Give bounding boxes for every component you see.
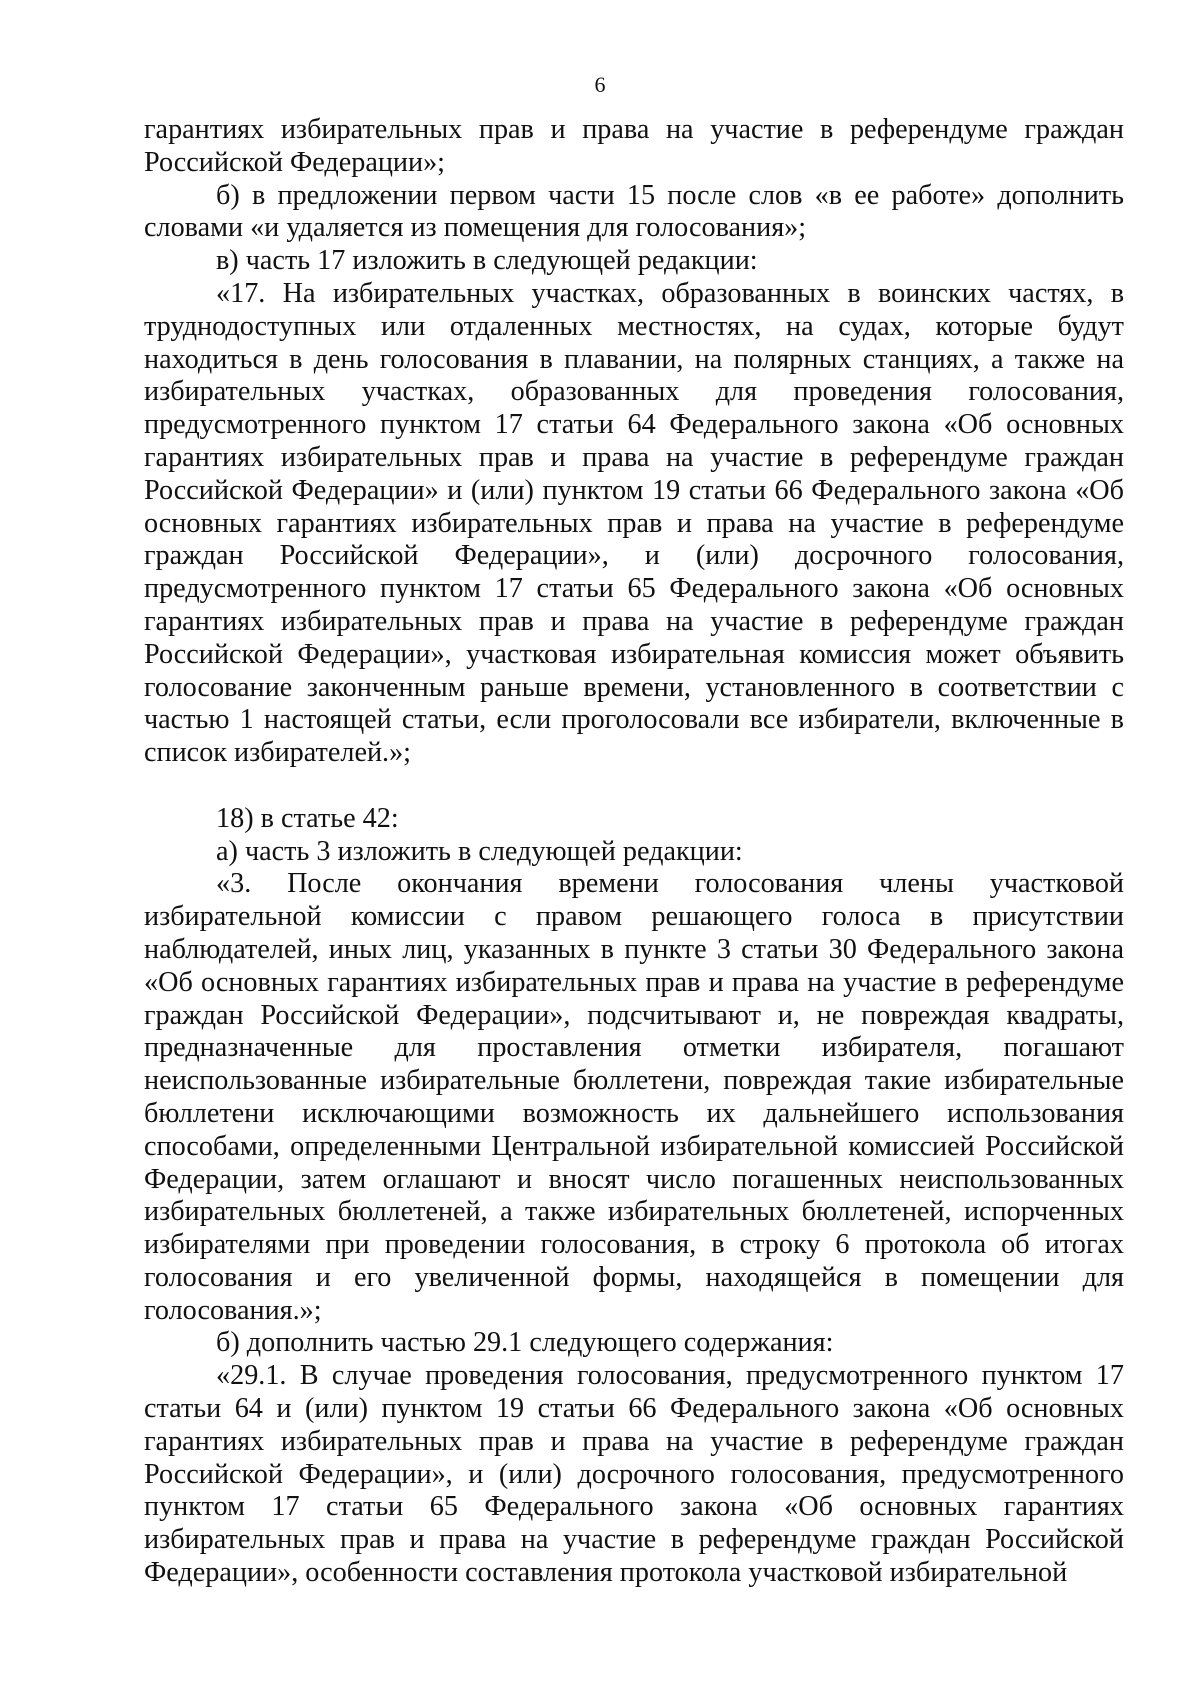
document-body (144, 114, 1124, 1590)
paragraph-part29-1-text: «29.1. В случае проведения голосования, предусмотренного пунктом 17 статьи 64 и (или) пунктом 19 статьи 66 Федерального закона «Об основных гарантиях избирательных прав и права на участие в референдуме граждан Российской Федерации», и (или) досрочного голосования, предусмотренного пунктом 17 статьи 65 Федерального закона «Об основных гарантиях избирательных прав и права на участие в референдуме граждан Российской Федерации», особенности составления протокола участковой избирательной (144, 1360, 1124, 1589)
paragraph-continuation: гарантиях избирательных прав и права на участие в референдуме граждан Российской Федерации»; (144, 114, 1124, 178)
paragraph-item-b-part15: б) в предложении первом части 15 после слов «в ее работе» дополнить словами «и удаляется из помещения для голосования»; (144, 179, 1124, 244)
paragraph-part17-text: «17. На избирательных участках, образованных в воинских частях, в труднодоступных или отдаленных местностях, на судах, которые будут находиться в день голосования в плавании, на полярных станциях, а также на избирательных участках, образованных для проведения голосования, предусмотренного пунктом 17 статьи 64 Федерального закона «Об основных гарантиях избирательных прав и права на участие в референдуме граждан Российской Федерации» и (или) пунктом 19 статьи 66 Федерального закона «Об основных гарантиях избирательных прав и права на участие в референдуме граждан Российской Федерации», и (или) досрочного голосования, предусмотренного пунктом 17 статьи 65 Федерального закона «Об основных гарантиях избирательных прав и права на участие в референдуме граждан Российской Федерации», участковая избирательная комиссия может объявить голосование законченным раньше времени, установленного в соответствии с частью 1 настоящей статьи, если проголосовали все избиратели, включенные в список избирателей.»; (144, 277, 1124, 769)
paragraph-part3-text: «3. После окончания времени голосования члены участковой избирательной комиссии с правом решающего голоса в присутствии наблюдателей, иных лиц, указанных в пункте 3 статьи 30 Федерального закона «Об основных гарантиях избирательных прав и права на участие в референдуме граждан Российской Федерации», подсчитывают и, не повреждая квадраты, предназначенные для проставления отметки избирателя, погашают неиспользованные избирательные бюллетени, повреждая такие избирательные бюллетени исключающими возможность их дальнейшего использования способами, определенными Центральной избирательной комиссией Российской Федерации, затем оглашают и вносят число погашенных неиспользованных избирательных бюллетеней, а также избирательных бюллетеней, испорченных избирателями при проведении голосования, в строку 6 протокола об итогах голосования и его увеличенной формы, находящейся в помещении для голосования.»; (144, 868, 1124, 1326)
paragraph-item-v-part17: в) часть 17 изложить в следующей редакции: (216, 245, 758, 277)
page-number: 6 (594, 72, 606, 97)
paragraph-item-a-part3: а) часть 3 изложить в следующей редакции: (216, 835, 743, 867)
paragraph-item-b-part29-1: б) дополнить частью 29.1 следующего содержания: (216, 1327, 834, 1359)
paragraph-item-18-article42: 18) в статье 42: (216, 802, 399, 834)
